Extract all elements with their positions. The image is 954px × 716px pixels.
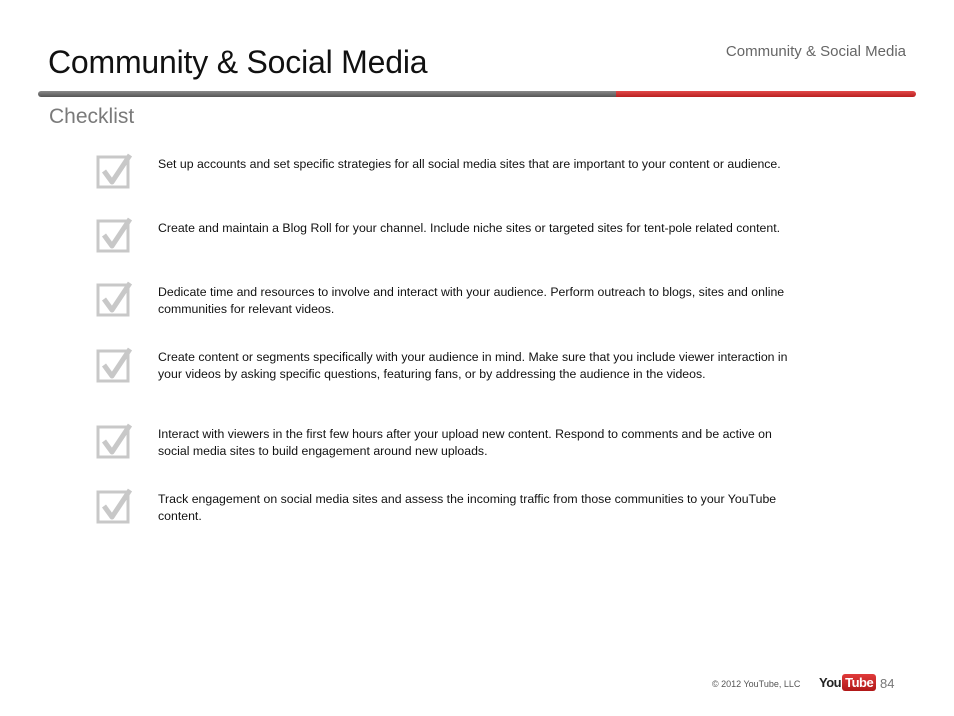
checklist-item-text: Dedicate time and resources to involve and interact with your audience. Perform outreach to blogs, sites and online communities for relevant videos. bbox=[158, 285, 785, 316]
youtube-logo bbox=[819, 674, 876, 691]
checklist-item-text: Set up accounts and set specific strategies for all social media sites that are important to your content or audience. bbox=[158, 157, 781, 171]
page-subtitle: Checklist bbox=[49, 105, 135, 128]
section-label: Community & Social Media bbox=[725, 43, 906, 60]
checkbox-checked-icon bbox=[96, 488, 132, 524]
checkbox-checked-icon bbox=[96, 347, 132, 383]
checklist-item-text: Create and maintain a Blog Roll for your channel. Include niche sites or targeted sites for tent-pole related content. bbox=[158, 221, 781, 235]
logo-you-text: You bbox=[819, 675, 842, 690]
logo-tube-text: Tube bbox=[842, 674, 876, 691]
page-title: Community & Social Media bbox=[48, 44, 428, 80]
checklist-item-text: Track engagement on social media sites and assess the incoming traffic from those communities to your YouTube content. bbox=[158, 492, 777, 523]
checkbox-checked-icon bbox=[96, 281, 132, 317]
checkbox-checked-icon bbox=[96, 217, 132, 253]
copyright-notice: © 2012 YouTube, LLC bbox=[712, 679, 801, 689]
checkbox-checked-icon bbox=[96, 153, 132, 189]
checkbox-checked-icon bbox=[96, 423, 132, 459]
page-number: 84 bbox=[880, 676, 895, 691]
checklist-item-text: Interact with viewers in the first few hours after your upload new content. Respond to comments and be active on social media sites to build engagement around new uploads. bbox=[158, 427, 772, 458]
checklist-item-text: Create content or segments specifically with your audience in mind. Make sure that you include viewer interaction in your videos by asking specific questions, featuring fans, or by addressing the audience in the videos. bbox=[158, 350, 788, 381]
